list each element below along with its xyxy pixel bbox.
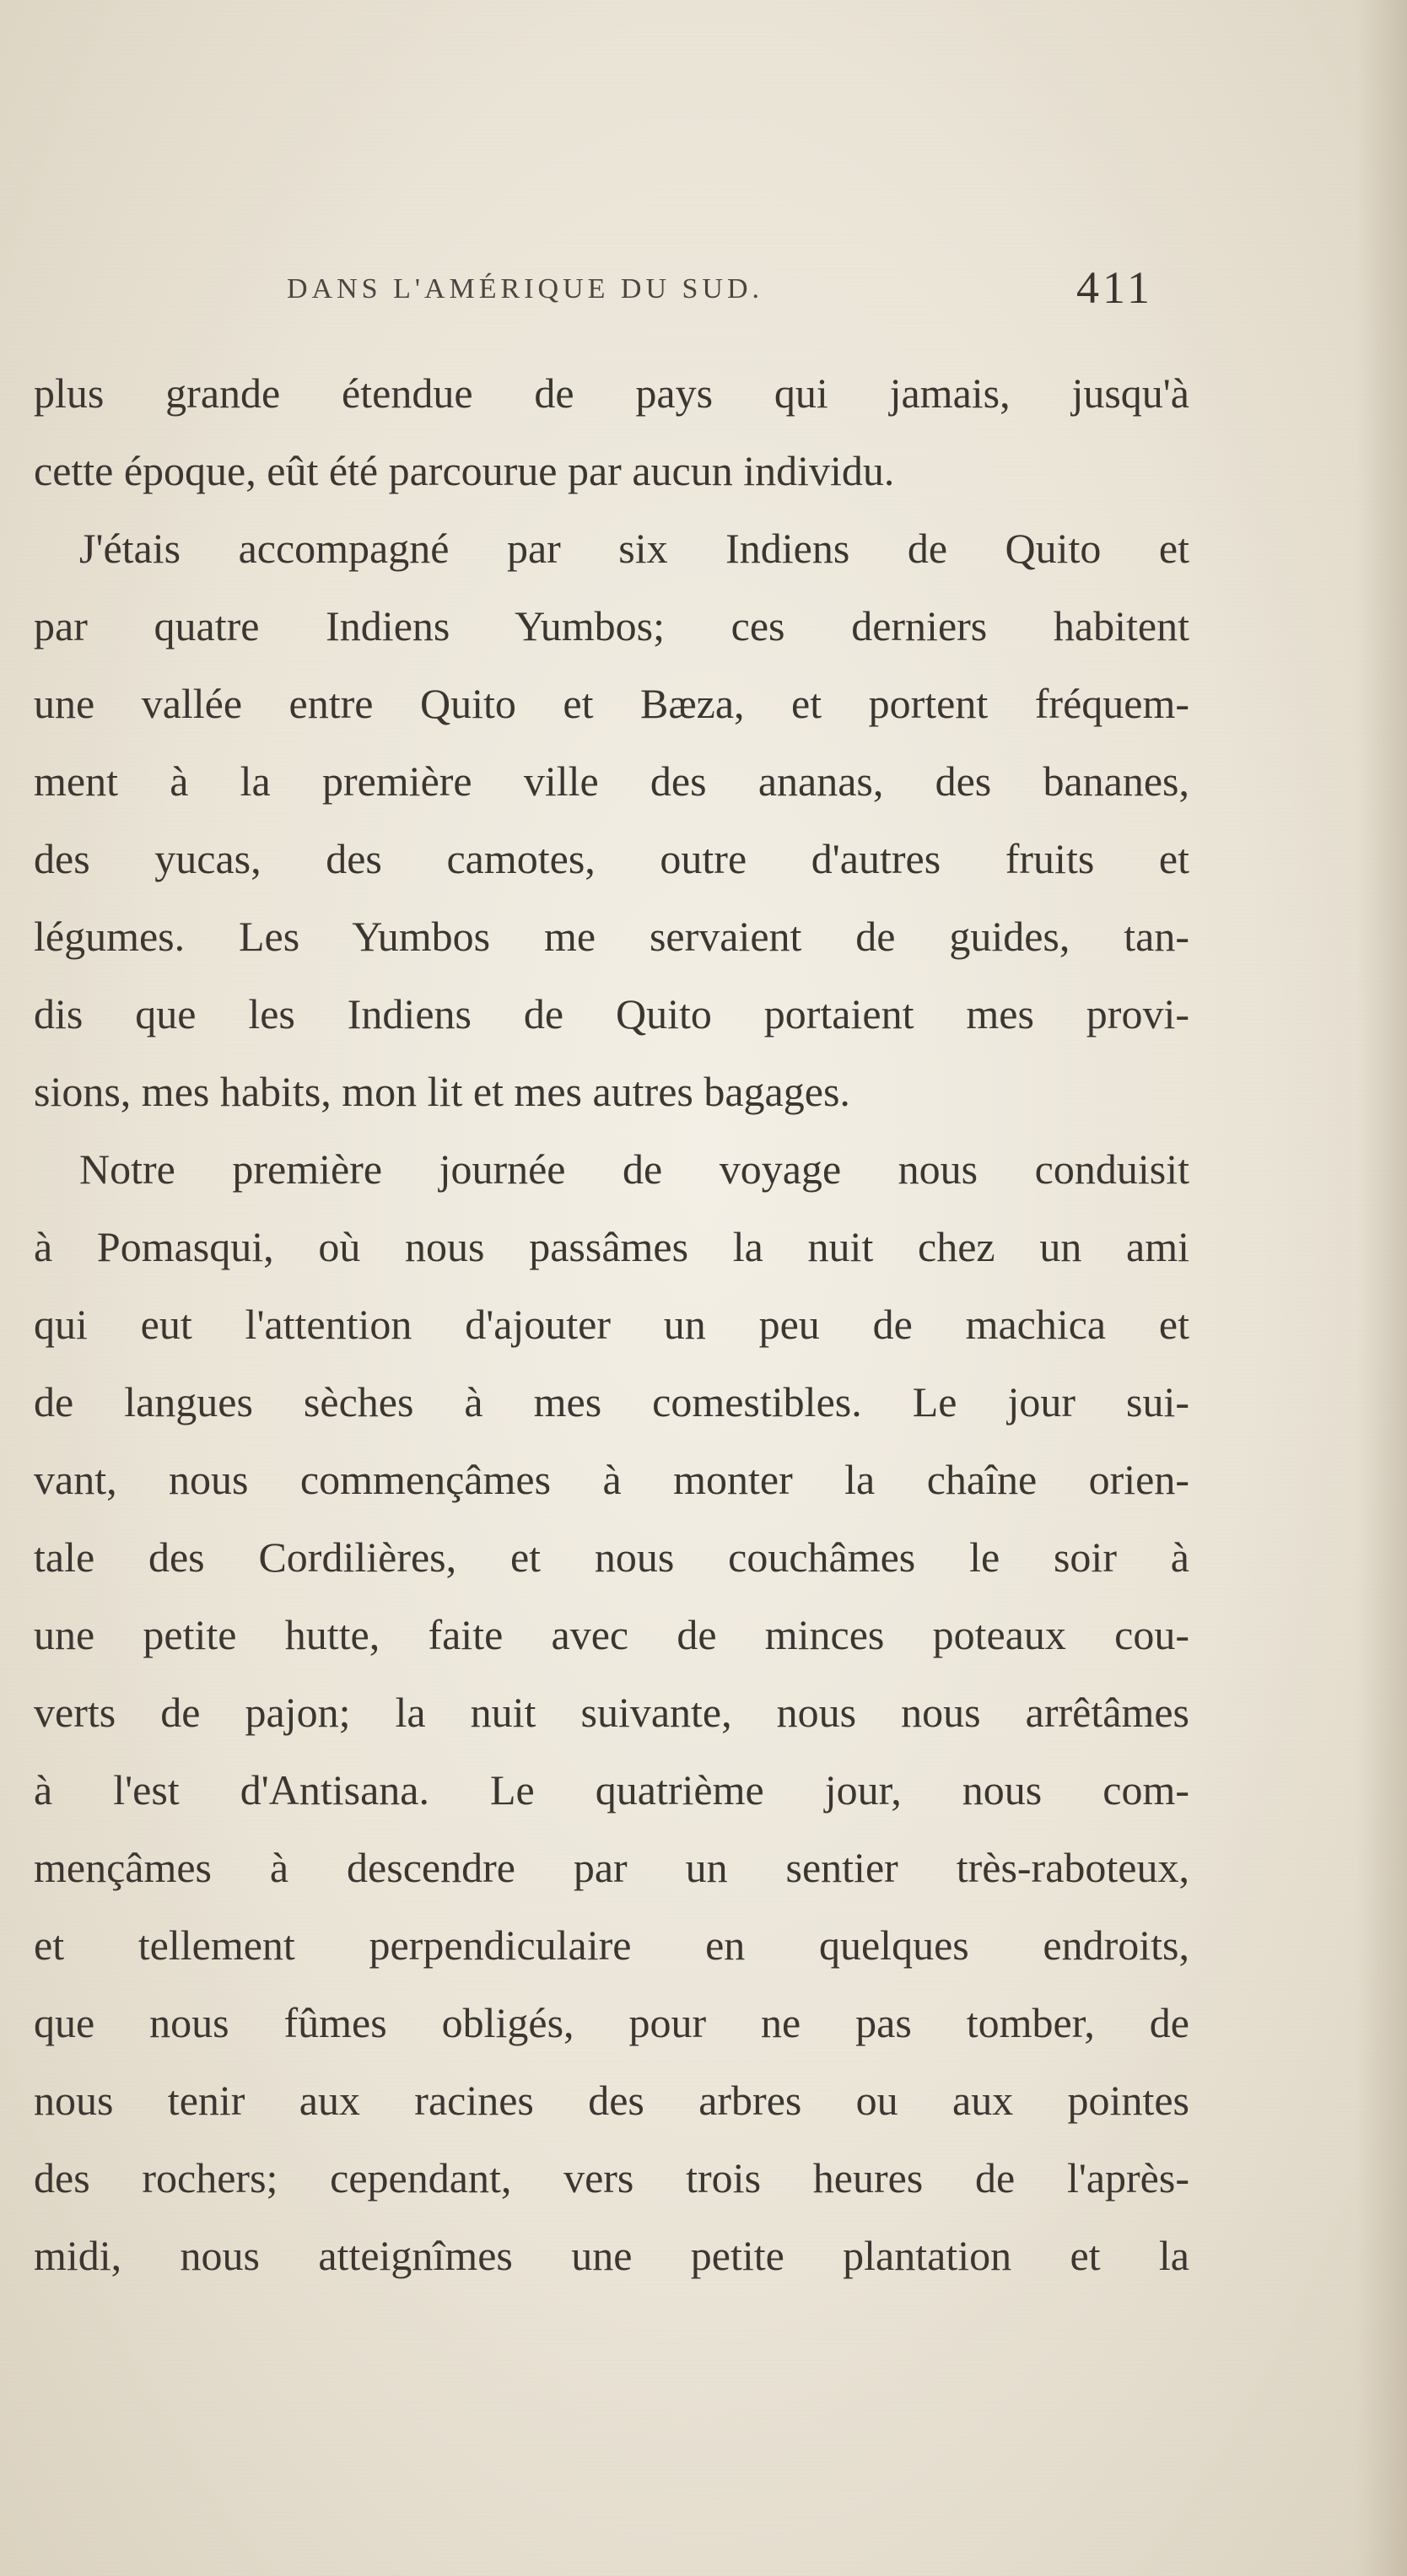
- text-line: que nous fûmes obligés, pour ne pas tomber, de: [34, 1999, 1189, 2046]
- text-line: dis que les Indiens de Quito portaient mes provi-: [34, 990, 1189, 1037]
- text-line: une petite hutte, faite avec de minces poteaux cou-: [34, 1611, 1189, 1658]
- text-line: par quatre Indiens Yumbos; ces derniers habitent: [34, 602, 1189, 649]
- body-text: [34, 354, 1189, 2294]
- text-line: à l'est d'Antisana. Le quatrième jour, nous com-: [34, 1766, 1189, 1813]
- running-head: [0, 262, 1407, 319]
- text-line: et tellement perpendiculaire en quelques endroits,: [34, 1921, 1189, 1969]
- text-line: de langues sèches à mes comestibles. Le jour sui-: [34, 1378, 1189, 1425]
- text-line: nous tenir aux racines des arbres ou aux pointes: [34, 2077, 1189, 2124]
- text-line: des yucas, des camotes, outre d'autres fruits et: [34, 835, 1189, 882]
- text-line: midi, nous atteignîmes une petite plantation et la: [34, 2232, 1189, 2279]
- paragraph-first-line: Notre première journée de voyage nous conduisit: [79, 1145, 1189, 1193]
- running-title: DANS L'AMÉRIQUE DU SUD.: [287, 273, 764, 304]
- text-line: légumes. Les Yumbos me servaient de guides, tan-: [34, 913, 1189, 960]
- text-line: tale des Cordilières, et nous couchâmes le soir à: [34, 1533, 1189, 1581]
- text-line: une vallée entre Quito et Bæza, et portent fréquem-: [34, 680, 1189, 727]
- text-line: à Pomasqui, où nous passâmes la nuit chez un ami: [34, 1223, 1189, 1270]
- page-number: 411: [1076, 262, 1153, 313]
- text-line: mençâmes à descendre par un sentier très-raboteux,: [34, 1844, 1189, 1891]
- text-line: verts de pajon; la nuit suivante, nous nous arrêtâmes: [34, 1689, 1189, 1736]
- paragraph-first-line: J'étais accompagné par six Indiens de Quito et: [79, 525, 1189, 572]
- text-line: des rochers; cependant, vers trois heures de l'après-: [34, 2154, 1189, 2201]
- text-line: ment à la première ville des ananas, des bananes,: [34, 757, 1189, 805]
- text-line: plus grande étendue de pays qui jamais, jusqu'à: [34, 369, 1189, 417]
- page-edge-shadow: [1356, 0, 1407, 2576]
- text-line: sions, mes habits, mon lit et mes autres bagages.: [34, 1068, 850, 1115]
- text-line: cette époque, eût été parcourue par aucun individu.: [34, 447, 895, 494]
- text-line: vant, nous commençâmes à monter la chaîne orien-: [34, 1456, 1189, 1503]
- text-line: qui eut l'attention d'ajouter un peu de machica et: [34, 1301, 1189, 1348]
